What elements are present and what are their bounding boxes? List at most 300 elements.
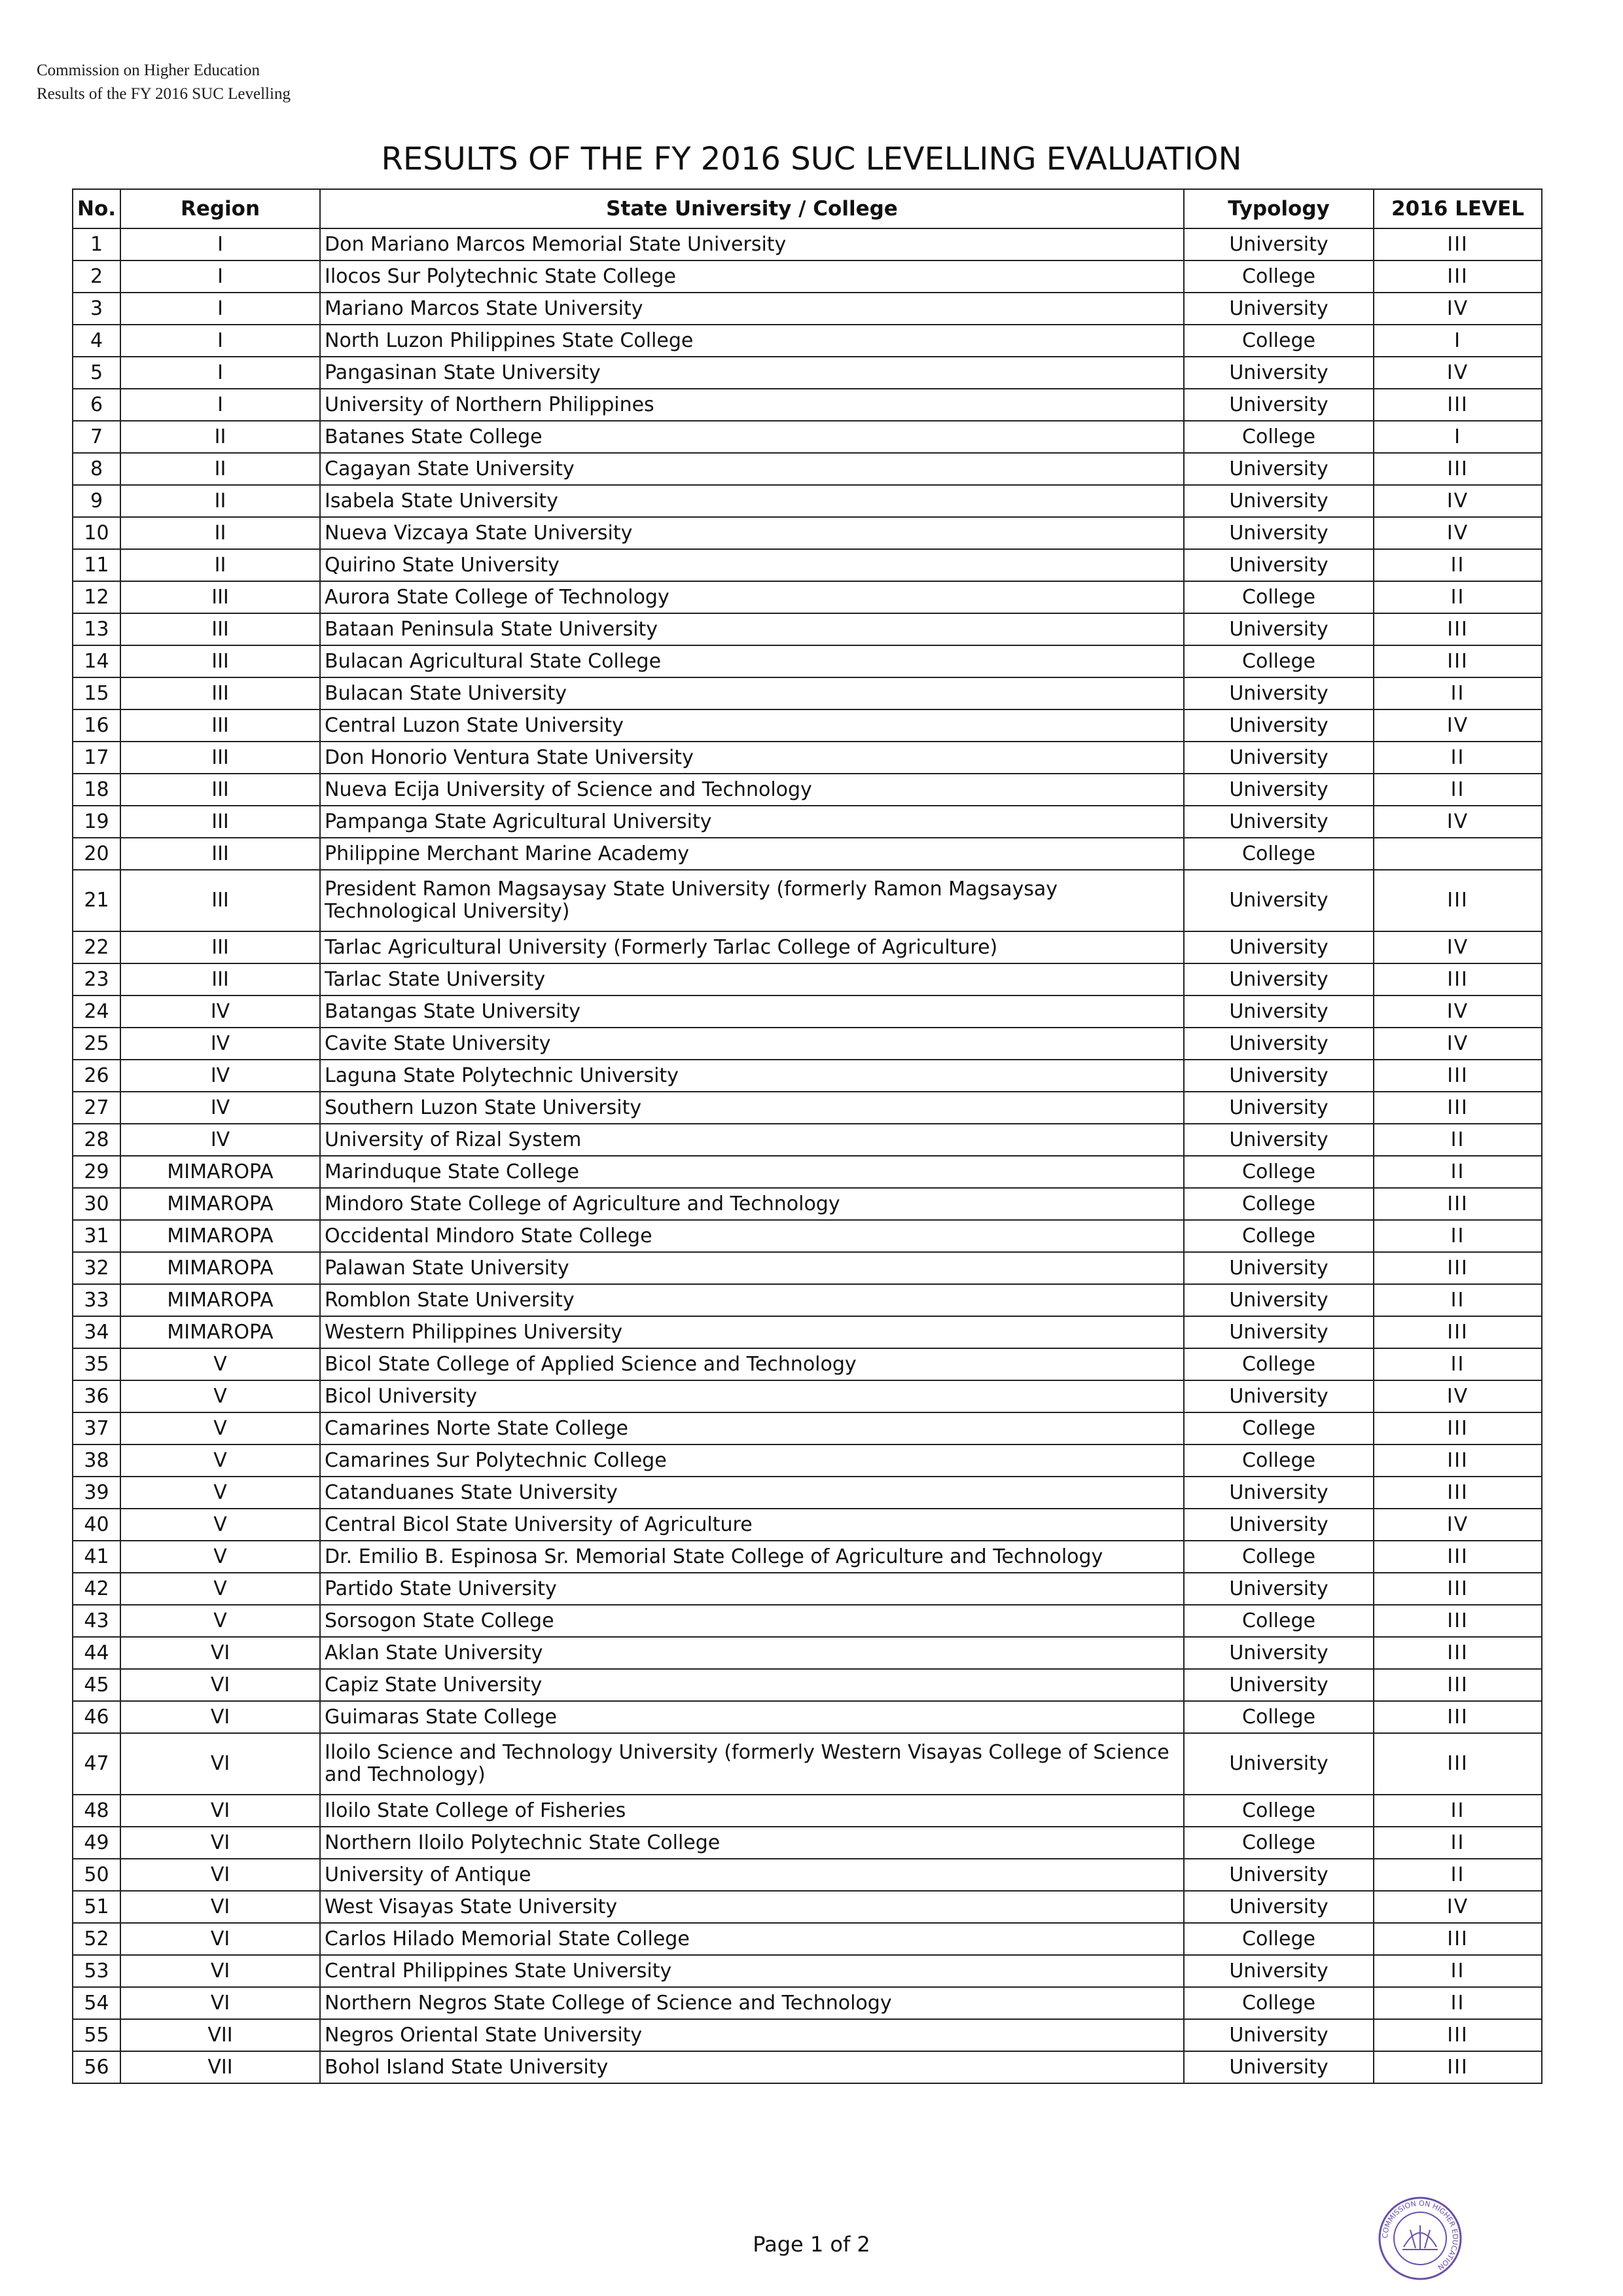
cell-typology: University: [1184, 357, 1374, 389]
cell-level: III: [1374, 1923, 1542, 1955]
table-row: [73, 260, 1542, 293]
cell-region: IV: [120, 1124, 320, 1156]
cell-region: IV: [120, 1028, 320, 1060]
cell-level: III: [1374, 389, 1542, 421]
cell-typology: University: [1184, 806, 1374, 838]
cell-region: V: [120, 1477, 320, 1509]
cell-level: II: [1374, 1220, 1542, 1252]
cell-no: 49: [73, 1827, 120, 1859]
cell-region: VI: [120, 1733, 320, 1795]
cell-institution-name: Don Honorio Ventura State University: [320, 742, 1184, 774]
cell-level: IV: [1374, 1380, 1542, 1412]
cell-level: III: [1374, 1316, 1542, 1348]
cell-no: 26: [73, 1060, 120, 1092]
table-row: [73, 1509, 1542, 1541]
cell-region: VI: [120, 1669, 320, 1701]
cell-no: 45: [73, 1669, 120, 1701]
cell-region: II: [120, 485, 320, 517]
table-row: [73, 1348, 1542, 1380]
cell-no: 28: [73, 1124, 120, 1156]
table-row: [73, 1541, 1542, 1573]
cell-level: [1374, 838, 1542, 870]
cell-no: 6: [73, 389, 120, 421]
cell-level: III: [1374, 1605, 1542, 1637]
cell-typology: College: [1184, 1987, 1374, 2019]
table-row: [73, 453, 1542, 485]
cell-typology: University: [1184, 2051, 1374, 2083]
table-row: [73, 677, 1542, 709]
cell-no: 41: [73, 1541, 120, 1573]
cell-level: IV: [1374, 485, 1542, 517]
cell-region: III: [120, 742, 320, 774]
cell-level: III: [1374, 1444, 1542, 1477]
cell-region: MIMAROPA: [120, 1156, 320, 1188]
cell-level: I: [1374, 421, 1542, 453]
cell-level: II: [1374, 549, 1542, 581]
cell-typology: University: [1184, 1477, 1374, 1509]
cell-no: 3: [73, 293, 120, 325]
cell-typology: University: [1184, 228, 1374, 260]
cell-level: III: [1374, 1477, 1542, 1509]
table-row: [73, 357, 1542, 389]
table-row: [73, 1891, 1542, 1923]
table-row: [73, 645, 1542, 677]
cell-no: 12: [73, 581, 120, 613]
cell-level: III: [1374, 963, 1542, 996]
cell-region: VI: [120, 1827, 320, 1859]
cell-institution-name: Mindoro State College of Agriculture and Technology: [320, 1188, 1184, 1220]
cell-no: 31: [73, 1220, 120, 1252]
cell-typology: University: [1184, 453, 1374, 485]
cell-no: 33: [73, 1284, 120, 1316]
cell-no: 36: [73, 1380, 120, 1412]
table-row: [73, 1795, 1542, 1827]
cell-region: II: [120, 517, 320, 549]
cell-institution-name: Cavite State University: [320, 1028, 1184, 1060]
cell-level: II: [1374, 1859, 1542, 1891]
cell-institution-name: Carlos Hilado Memorial State College: [320, 1923, 1184, 1955]
cell-level: II: [1374, 742, 1542, 774]
table-row: [73, 870, 1542, 931]
cell-level: III: [1374, 1252, 1542, 1284]
cell-level: III: [1374, 645, 1542, 677]
cell-institution-name: West Visayas State University: [320, 1891, 1184, 1923]
cell-institution-name: Central Luzon State University: [320, 709, 1184, 742]
table-row: [73, 389, 1542, 421]
cell-level: III: [1374, 1733, 1542, 1795]
cell-institution-name: Pampanga State Agricultural University: [320, 806, 1184, 838]
cell-typology: University: [1184, 1573, 1374, 1605]
cell-no: 27: [73, 1092, 120, 1124]
cell-institution-name: Central Philippines State University: [320, 1955, 1184, 1987]
cell-typology: University: [1184, 549, 1374, 581]
cell-no: 11: [73, 549, 120, 581]
cell-region: V: [120, 1605, 320, 1637]
cell-no: 16: [73, 709, 120, 742]
cell-region: VI: [120, 1955, 320, 1987]
cell-level: II: [1374, 1955, 1542, 1987]
table-row: [73, 421, 1542, 453]
cell-region: I: [120, 357, 320, 389]
table-header-row: [73, 189, 1542, 228]
cell-region: VII: [120, 2051, 320, 2083]
cell-level: III: [1374, 1701, 1542, 1733]
commission-seal-icon: [1378, 2196, 1463, 2281]
cell-institution-name: Bulacan State University: [320, 677, 1184, 709]
cell-region: II: [120, 549, 320, 581]
cell-institution-name: Dr. Emilio B. Espinosa Sr. Memorial State College of Agriculture and Technology: [320, 1541, 1184, 1573]
cell-level: II: [1374, 1124, 1542, 1156]
cell-region: II: [120, 421, 320, 453]
cell-typology: College: [1184, 1605, 1374, 1637]
cell-institution-name: Negros Oriental State University: [320, 2019, 1184, 2051]
cell-level: IV: [1374, 931, 1542, 963]
cell-institution-name: Laguna State Polytechnic University: [320, 1060, 1184, 1092]
cell-region: V: [120, 1444, 320, 1477]
cell-institution-name: Aurora State College of Technology: [320, 581, 1184, 613]
table-row: [73, 774, 1542, 806]
cell-region: MIMAROPA: [120, 1188, 320, 1220]
cell-region: IV: [120, 1060, 320, 1092]
cell-region: V: [120, 1573, 320, 1605]
cell-typology: University: [1184, 293, 1374, 325]
cell-typology: University: [1184, 389, 1374, 421]
cell-no: 35: [73, 1348, 120, 1380]
cell-region: VI: [120, 1891, 320, 1923]
table-row: [73, 613, 1542, 645]
cell-institution-name: Guimaras State College: [320, 1701, 1184, 1733]
column-header-region: Region: [120, 189, 320, 228]
table-row: [73, 996, 1542, 1028]
cell-institution-name: Bataan Peninsula State University: [320, 613, 1184, 645]
table-row: [73, 709, 1542, 742]
cell-no: 52: [73, 1923, 120, 1955]
cell-typology: College: [1184, 581, 1374, 613]
cell-typology: University: [1184, 1859, 1374, 1891]
cell-no: 17: [73, 742, 120, 774]
cell-typology: University: [1184, 1955, 1374, 1987]
cell-no: 55: [73, 2019, 120, 2051]
cell-level: III: [1374, 2019, 1542, 2051]
table-row: [73, 1955, 1542, 1987]
cell-no: 37: [73, 1412, 120, 1444]
cell-typology: College: [1184, 1701, 1374, 1733]
cell-region: III: [120, 645, 320, 677]
cell-institution-name: North Luzon Philippines State College: [320, 325, 1184, 357]
cell-no: 24: [73, 996, 120, 1028]
cell-typology: University: [1184, 1060, 1374, 1092]
cell-level: IV: [1374, 357, 1542, 389]
cell-region: I: [120, 389, 320, 421]
column-header-level: 2016 LEVEL: [1374, 189, 1542, 228]
cell-level: III: [1374, 613, 1542, 645]
cell-region: III: [120, 774, 320, 806]
table-row: [73, 1987, 1542, 2019]
cell-typology: University: [1184, 517, 1374, 549]
cell-no: 22: [73, 931, 120, 963]
cell-typology: University: [1184, 1284, 1374, 1316]
cell-institution-name: Nueva Vizcaya State University: [320, 517, 1184, 549]
table-row: [73, 1220, 1542, 1252]
cell-typology: College: [1184, 838, 1374, 870]
cell-no: 34: [73, 1316, 120, 1348]
cell-typology: University: [1184, 870, 1374, 931]
cell-typology: College: [1184, 1795, 1374, 1827]
cell-no: 32: [73, 1252, 120, 1284]
cell-level: II: [1374, 1987, 1542, 2019]
document-title: RESULTS OF THE FY 2016 SUC LEVELLING EVALUATION: [381, 141, 1242, 177]
table-row: [73, 1316, 1542, 1348]
cell-institution-name: Don Mariano Marcos Memorial State University: [320, 228, 1184, 260]
cell-typology: University: [1184, 709, 1374, 742]
cell-no: 5: [73, 357, 120, 389]
cell-level: III: [1374, 1060, 1542, 1092]
cell-institution-name: Nueva Ecija University of Science and Technology: [320, 774, 1184, 806]
cell-level: IV: [1374, 1028, 1542, 1060]
cell-level: II: [1374, 1284, 1542, 1316]
cell-level: IV: [1374, 293, 1542, 325]
cell-no: 18: [73, 774, 120, 806]
cell-typology: College: [1184, 1923, 1374, 1955]
cell-region: IV: [120, 996, 320, 1028]
cell-institution-name: Bicol University: [320, 1380, 1184, 1412]
cell-region: VI: [120, 1637, 320, 1669]
cell-typology: College: [1184, 645, 1374, 677]
cell-typology: College: [1184, 421, 1374, 453]
cell-no: 20: [73, 838, 120, 870]
table-row: [73, 1827, 1542, 1859]
cell-institution-name: Occidental Mindoro State College: [320, 1220, 1184, 1252]
table-row: [73, 517, 1542, 549]
svg-text:COMMISSION ON HIGHER EDUCATION: COMMISSION ON HIGHER EDUCATION: [1380, 2198, 1460, 2272]
cell-typology: University: [1184, 1028, 1374, 1060]
page-number: Page 1 of 2: [753, 2232, 870, 2257]
table-row: [73, 549, 1542, 581]
cell-no: 23: [73, 963, 120, 996]
cell-region: III: [120, 581, 320, 613]
cell-region: III: [120, 931, 320, 963]
cell-level: IV: [1374, 1891, 1542, 1923]
table-row: [73, 1124, 1542, 1156]
cell-institution-name: Batanes State College: [320, 421, 1184, 453]
cell-institution-name: Philippine Merchant Marine Academy: [320, 838, 1184, 870]
table-row: [73, 931, 1542, 963]
cell-typology: University: [1184, 1124, 1374, 1156]
cell-region: VI: [120, 1987, 320, 2019]
cell-region: II: [120, 453, 320, 485]
cell-typology: University: [1184, 996, 1374, 1028]
cell-no: 42: [73, 1573, 120, 1605]
table-row: [73, 485, 1542, 517]
cell-no: 19: [73, 806, 120, 838]
cell-no: 2: [73, 260, 120, 293]
cell-institution-name: Romblon State University: [320, 1284, 1184, 1316]
cell-typology: University: [1184, 1891, 1374, 1923]
cell-typology: College: [1184, 1348, 1374, 1380]
cell-region: I: [120, 228, 320, 260]
cell-institution-name: Catanduanes State University: [320, 1477, 1184, 1509]
cell-level: II: [1374, 1827, 1542, 1859]
cell-institution-name: Bulacan Agricultural State College: [320, 645, 1184, 677]
cell-typology: University: [1184, 1252, 1374, 1284]
header-agency: Commission on Higher Education: [37, 62, 260, 79]
cell-no: 44: [73, 1637, 120, 1669]
cell-institution-name: Capiz State University: [320, 1669, 1184, 1701]
cell-no: 54: [73, 1987, 120, 2019]
header-subtitle: Results of the FY 2016 SUC Levelling: [37, 85, 291, 103]
cell-level: III: [1374, 1412, 1542, 1444]
cell-level: II: [1374, 581, 1542, 613]
cell-typology: University: [1184, 1316, 1374, 1348]
table-row: [73, 1412, 1542, 1444]
cell-typology: University: [1184, 742, 1374, 774]
cell-region: V: [120, 1412, 320, 1444]
table-row: [73, 1733, 1542, 1795]
cell-institution-name: University of Rizal System: [320, 1124, 1184, 1156]
cell-typology: University: [1184, 677, 1374, 709]
document-header: [37, 59, 291, 106]
cell-typology: College: [1184, 1412, 1374, 1444]
table-row: [73, 742, 1542, 774]
table-row: [73, 1284, 1542, 1316]
table-row: [73, 2019, 1542, 2051]
table-row: [73, 228, 1542, 260]
cell-institution-name: Tarlac State University: [320, 963, 1184, 996]
cell-level: III: [1374, 1092, 1542, 1124]
cell-no: 48: [73, 1795, 120, 1827]
table-row: [73, 838, 1542, 870]
cell-level: III: [1374, 228, 1542, 260]
cell-typology: University: [1184, 1733, 1374, 1795]
cell-institution-name: Camarines Norte State College: [320, 1412, 1184, 1444]
cell-institution-name: Camarines Sur Polytechnic College: [320, 1444, 1184, 1477]
cell-typology: University: [1184, 1380, 1374, 1412]
cell-institution-name: Marinduque State College: [320, 1156, 1184, 1188]
cell-level: III: [1374, 1669, 1542, 1701]
cell-level: III: [1374, 870, 1542, 931]
cell-level: II: [1374, 774, 1542, 806]
cell-level: IV: [1374, 996, 1542, 1028]
cell-region: V: [120, 1380, 320, 1412]
cell-institution-name: University of Antique: [320, 1859, 1184, 1891]
cell-region: III: [120, 613, 320, 645]
cell-typology: College: [1184, 1444, 1374, 1477]
table-row: [73, 1156, 1542, 1188]
table-row: [73, 1444, 1542, 1477]
cell-region: III: [120, 677, 320, 709]
cell-level: II: [1374, 1348, 1542, 1380]
cell-institution-name: University of Northern Philippines: [320, 389, 1184, 421]
table-row: [73, 581, 1542, 613]
cell-region: VII: [120, 2019, 320, 2051]
cell-typology: University: [1184, 1509, 1374, 1541]
cell-institution-name: Bicol State College of Applied Science and Technology: [320, 1348, 1184, 1380]
cell-region: III: [120, 838, 320, 870]
cell-institution-name: Iloilo Science and Technology University (formerly Western Visayas College of Science and Technology): [320, 1733, 1184, 1795]
table-row: [73, 1573, 1542, 1605]
cell-level: IV: [1374, 806, 1542, 838]
cell-region: III: [120, 709, 320, 742]
cell-institution-name: Partido State University: [320, 1573, 1184, 1605]
cell-region: MIMAROPA: [120, 1316, 320, 1348]
cell-institution-name: Batangas State University: [320, 996, 1184, 1028]
cell-typology: University: [1184, 1669, 1374, 1701]
cell-no: 13: [73, 613, 120, 645]
cell-institution-name: Pangasinan State University: [320, 357, 1184, 389]
cell-no: 4: [73, 325, 120, 357]
cell-typology: University: [1184, 1092, 1374, 1124]
cell-region: MIMAROPA: [120, 1220, 320, 1252]
cell-no: 9: [73, 485, 120, 517]
cell-region: IV: [120, 1092, 320, 1124]
cell-level: III: [1374, 453, 1542, 485]
cell-typology: University: [1184, 2019, 1374, 2051]
cell-level: IV: [1374, 709, 1542, 742]
cell-no: 56: [73, 2051, 120, 2083]
cell-level: III: [1374, 260, 1542, 293]
cell-institution-name: Bohol Island State University: [320, 2051, 1184, 2083]
cell-no: 47: [73, 1733, 120, 1795]
cell-no: 40: [73, 1509, 120, 1541]
cell-no: 14: [73, 645, 120, 677]
table-row: [73, 1859, 1542, 1891]
cell-level: III: [1374, 1573, 1542, 1605]
cell-level: II: [1374, 1795, 1542, 1827]
column-header-name: State University / College: [320, 189, 1184, 228]
cell-typology: College: [1184, 1220, 1374, 1252]
cell-institution-name: Central Bicol State University of Agriculture: [320, 1509, 1184, 1541]
table-row: [73, 1605, 1542, 1637]
cell-region: V: [120, 1348, 320, 1380]
cell-no: 39: [73, 1477, 120, 1509]
table-row: [73, 1188, 1542, 1220]
cell-region: V: [120, 1509, 320, 1541]
table-row: [73, 325, 1542, 357]
table-row: [73, 1092, 1542, 1124]
cell-typology: College: [1184, 1156, 1374, 1188]
cell-typology: University: [1184, 963, 1374, 996]
cell-typology: College: [1184, 1827, 1374, 1859]
cell-region: VI: [120, 1923, 320, 1955]
cell-institution-name: Cagayan State University: [320, 453, 1184, 485]
cell-region: III: [120, 870, 320, 931]
table-row: [73, 1060, 1542, 1092]
cell-typology: College: [1184, 325, 1374, 357]
cell-level: II: [1374, 1156, 1542, 1188]
table-row: [73, 1028, 1542, 1060]
cell-no: 53: [73, 1955, 120, 1987]
cell-region: III: [120, 963, 320, 996]
table-row: [73, 806, 1542, 838]
table-row: [73, 1923, 1542, 1955]
cell-no: 25: [73, 1028, 120, 1060]
cell-no: 50: [73, 1859, 120, 1891]
cell-region: III: [120, 806, 320, 838]
cell-region: MIMAROPA: [120, 1252, 320, 1284]
cell-region: VI: [120, 1795, 320, 1827]
table-row: [73, 293, 1542, 325]
cell-institution-name: Tarlac Agricultural University (Formerly Tarlac College of Agriculture): [320, 931, 1184, 963]
cell-typology: College: [1184, 1541, 1374, 1573]
cell-no: 29: [73, 1156, 120, 1188]
table-body: [73, 228, 1542, 2083]
cell-institution-name: Aklan State University: [320, 1637, 1184, 1669]
cell-institution-name: President Ramon Magsaysay State University (formerly Ramon Magsaysay Technological University): [320, 870, 1184, 931]
cell-institution-name: Quirino State University: [320, 549, 1184, 581]
cell-region: VI: [120, 1859, 320, 1891]
cell-institution-name: Northern Negros State College of Science and Technology: [320, 1987, 1184, 2019]
cell-institution-name: Western Philippines University: [320, 1316, 1184, 1348]
